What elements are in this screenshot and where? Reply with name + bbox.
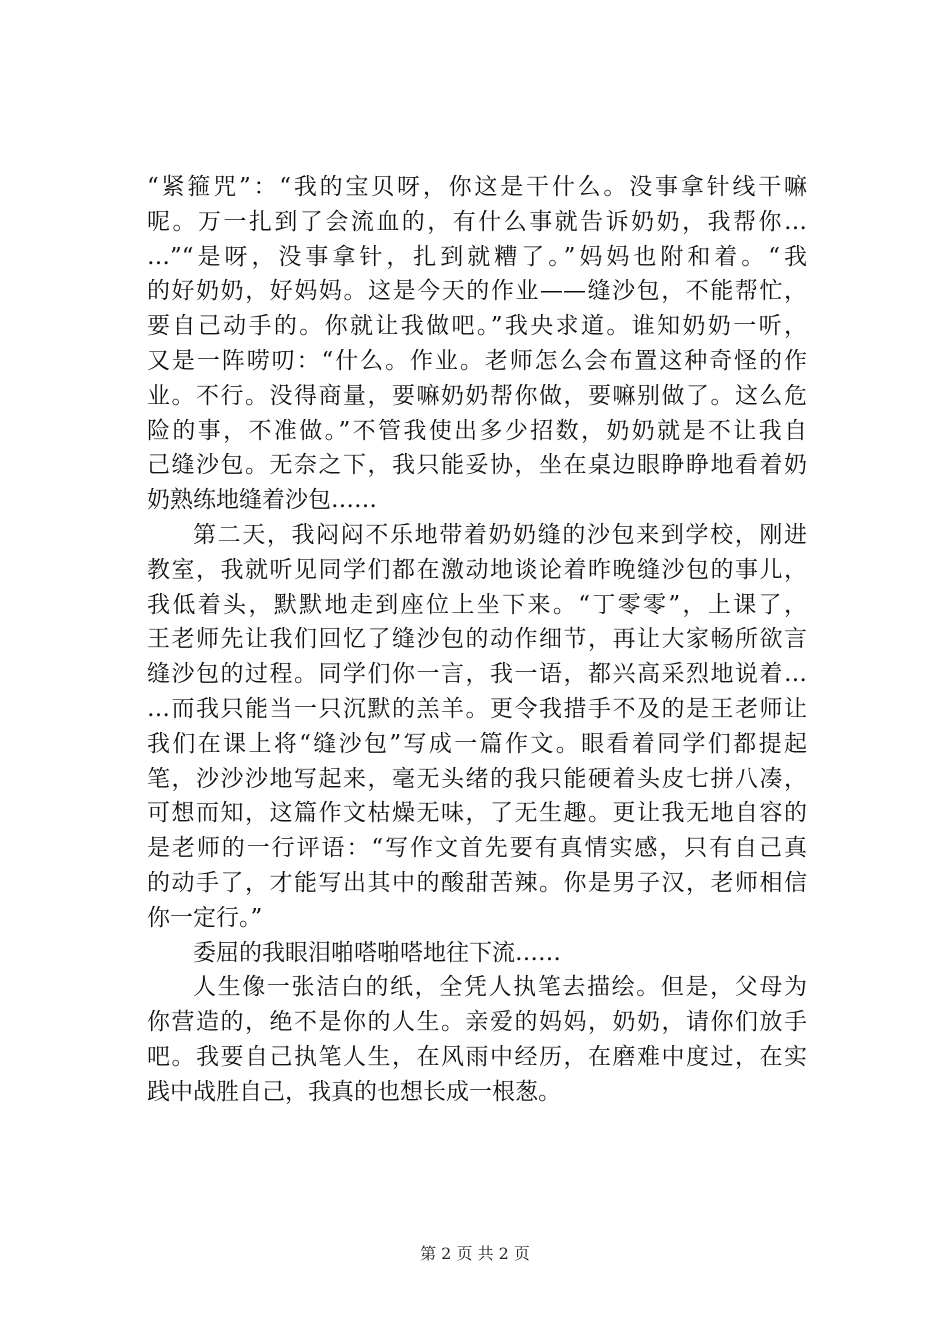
text-line: 又是一阵唠叨：“什么。作业。老师怎么会布置这种奇怪的作 (147, 347, 807, 374)
text-line: 人生像一张洁白的纸，全凭人执笔去描绘。但是，父母为 (193, 974, 807, 1001)
text-line: 笔，沙沙沙地写起来，毫无头绪的我只能硬着头皮七拼八凑， (147, 765, 807, 792)
text-line: …而我只能当一只沉默的羔羊。更令我措手不及的是王老师让 (147, 695, 807, 722)
paragraph (147, 936, 807, 971)
paragraph (147, 970, 807, 1109)
text-line: 吧。我要自己执笔人生，在风雨中经历，在磨难中度过，在实 (147, 1043, 807, 1070)
text-line: 己缝沙包。无奈之下，我只能妥协，坐在桌边眼睁睁地看着奶 (147, 452, 807, 479)
text-line: 的好奶奶，好妈妈。这是今天的作业——缝沙包，不能帮忙， (147, 278, 807, 305)
text-line: 第二天，我闷闷不乐地带着奶奶缝的沙包来到学校，刚进 (193, 521, 807, 548)
paragraph (147, 170, 807, 518)
text-line: 我低着头，默默地走到座位上坐下来。“丁零零”，上课了， (147, 591, 807, 618)
text-line: …”“是呀，没事拿针，扎到就糟了。”妈妈也附和着。“我 (147, 243, 807, 270)
document-body (147, 170, 807, 1110)
text-line: 践中战胜自己，我真的也想长成一根葱。 (147, 1078, 561, 1105)
text-line: 我们在课上将“缝沙包”写成一篇作文。眼看着同学们都提起 (147, 730, 807, 757)
text-line: 呢。万一扎到了会流血的，有什么事就告诉奶奶，我帮你… (147, 208, 807, 235)
text-line: 王老师先让我们回忆了缝沙包的动作细节，再让大家畅所欲言 (147, 626, 807, 653)
text-line: 缝沙包的过程。同学们你一言，我一语，都兴高采烈地说着… (147, 661, 807, 688)
text-line: 你营造的，绝不是你的人生。亲爱的妈妈，奶奶，请你们放手 (147, 1009, 807, 1036)
text-line: 可想而知，这篇作文枯燥无味，了无生趣。更让我无地自容的 (147, 800, 807, 827)
text-line: 险的事，不准做。”不管我使出多少招数，奶奶就是不让我自 (147, 417, 807, 444)
text-line: 要自己动手的。你就让我做吧。”我央求道。谁知奶奶一听， (147, 313, 807, 340)
text-line: “紧箍咒”：“我的宝贝呀，你这是干什么。没事拿针线干嘛 (147, 174, 807, 200)
page-footer: 第 2 页 共 2 页 (420, 1244, 530, 1263)
text-line: 教室，我就听见同学们都在激动地谈论着昨晚缝沙包的事儿， (147, 556, 807, 583)
text-line: 奶熟练地缝着沙包…… (147, 487, 377, 514)
text-line: 的动手了，才能写出其中的酸甜苦辣。你是男子汉，老师相信 (147, 869, 807, 896)
text-line: 你一定行。” (147, 904, 263, 931)
text-line: 委屈的我眼泪啪嗒啪嗒地往下流…… (193, 939, 561, 966)
text-line: 业。不行。没得商量，要嘛奶奶帮你做，要嘛别做了。这么危 (147, 382, 807, 409)
text-line: 是老师的一行评语：“写作文首先要有真情实感，只有自己真 (147, 835, 807, 862)
paragraph (147, 518, 807, 936)
